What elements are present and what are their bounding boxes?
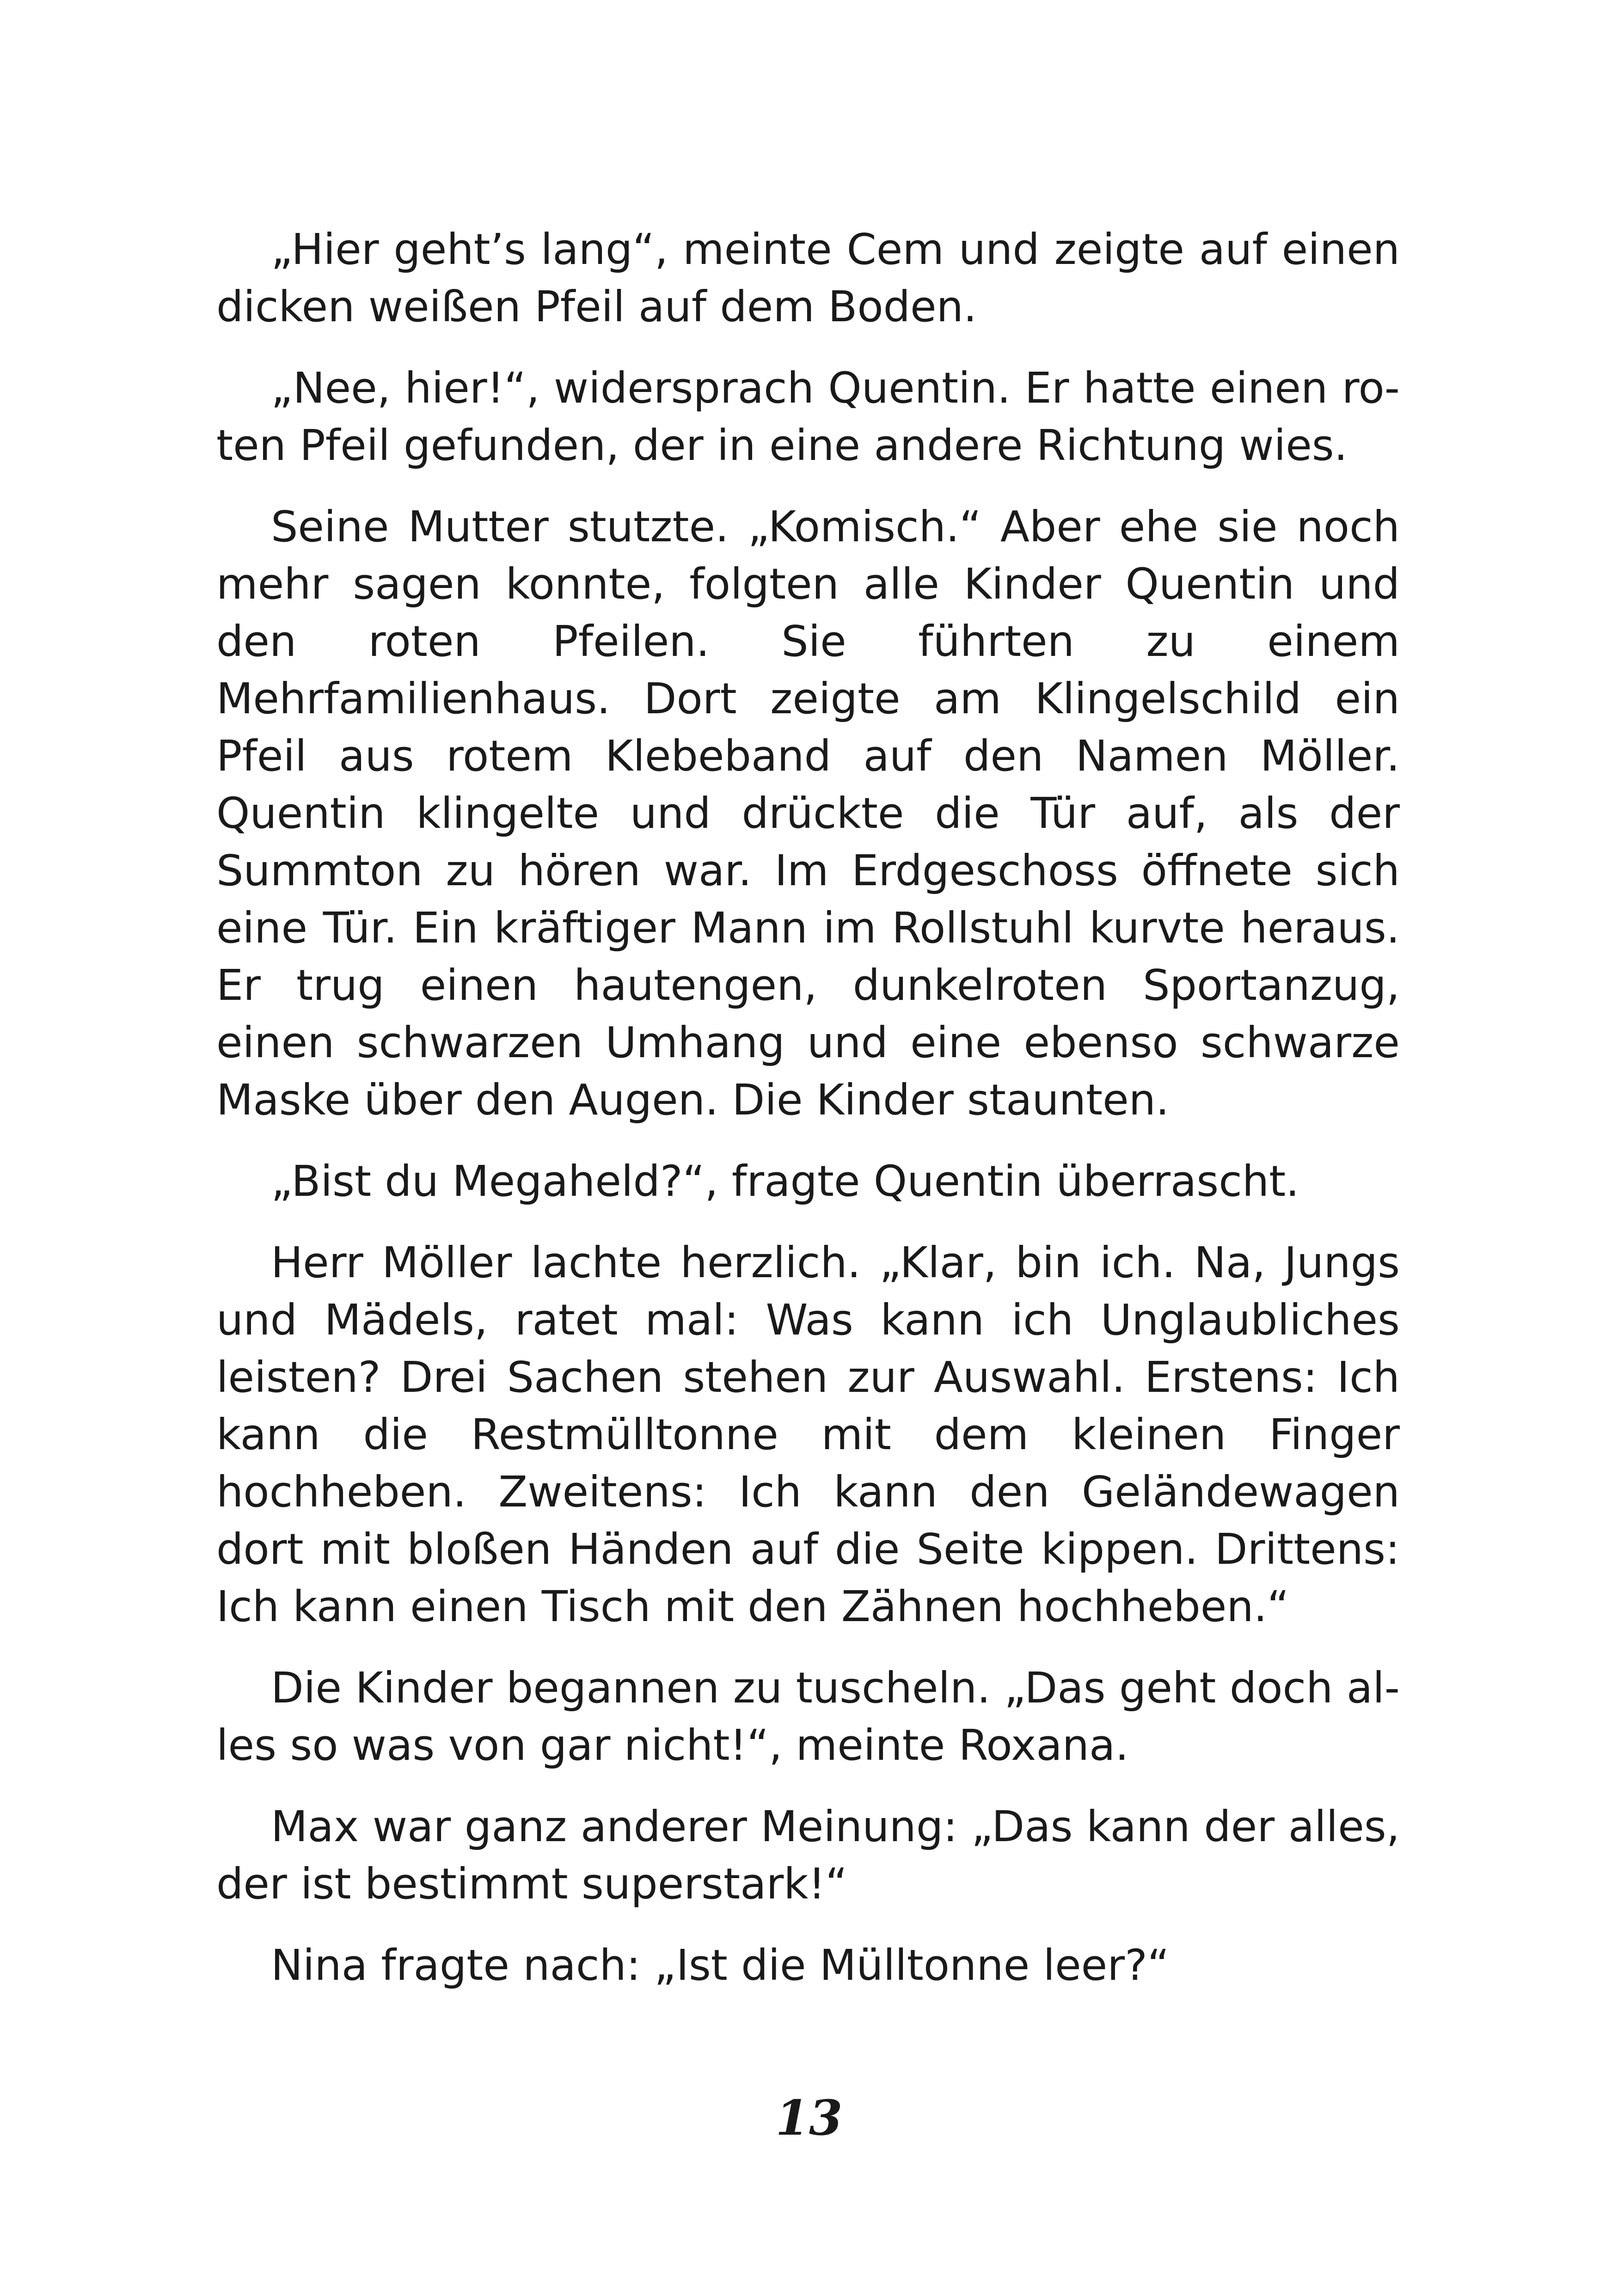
paragraph-3: Seine Mutter stutzte. „Komisch.“ Aber ehe sie noch mehr sagen konnte, folgten alle Kinder Quentin und den roten Pfeilen. Sie führten zu einem Mehrfamilienhaus. Dort zeigte am Klingelschild ein Pfeil aus rotem Klebeband auf den Namen Möller. Quentin klingelte und drückte die Tür auf, als der Summton zu hören war. Im Erdgeschoss öffnete sich eine Tür. Ein kräftiger Mann im Rollstuhl kurvte heraus. Er trug einen hautengen, dunkelroten Sportanzug, einen schwarzen Umhang und eine ebenso schwarze Maske über den Augen. Die Kinder staunten. bbox=[216, 502, 1400, 1125]
paragraph-2: „Nee, hier!“, widersprach Quentin. Er hatte einen roten Pfeil gefunden, der in eine andere Richtung wies. bbox=[216, 363, 1400, 470]
body-text bbox=[216, 221, 1400, 2018]
paragraph-8: Nina fragte nach: „Ist die Mülltonne leer?“ bbox=[271, 1941, 1170, 1990]
page-number: 13 bbox=[775, 2089, 843, 2146]
paragraph-5: Herr Möller lachte herzlich. „Klar, bin ich. Na, Jungs und Mädels, ratet mal: Was kann ich Unglaubliches leisten? Drei Sachen stehen zur Auswahl. Erstens: Ich kann die Restmülltonne mit dem kleinen Finger hochheben. Zweitens: Ich kann den Geländewagen dort mit bloßen Händen auf die Seite kippen. Drittens: Ich kann einen Tisch mit den Zähnen hochheben.“ bbox=[216, 1238, 1400, 1631]
paragraph-1: „Hier geht’s lang“, meinte Cem und zeigte auf einen dicken weißen Pfeil auf dem Boden. bbox=[216, 225, 1400, 331]
paragraph-7: Max war ganz anderer Meinung: „Das kann der alles, der ist bestimmt superstark!“ bbox=[216, 1802, 1400, 1909]
paragraph-4: „Bist du Megaheld?“, fragte Quentin überrascht. bbox=[271, 1157, 1299, 1206]
paragraph-6: Die Kinder begannen zu tuscheln. „Das geht doch alles so was von gar nicht!“, meinte Roxana. bbox=[216, 1663, 1400, 1770]
